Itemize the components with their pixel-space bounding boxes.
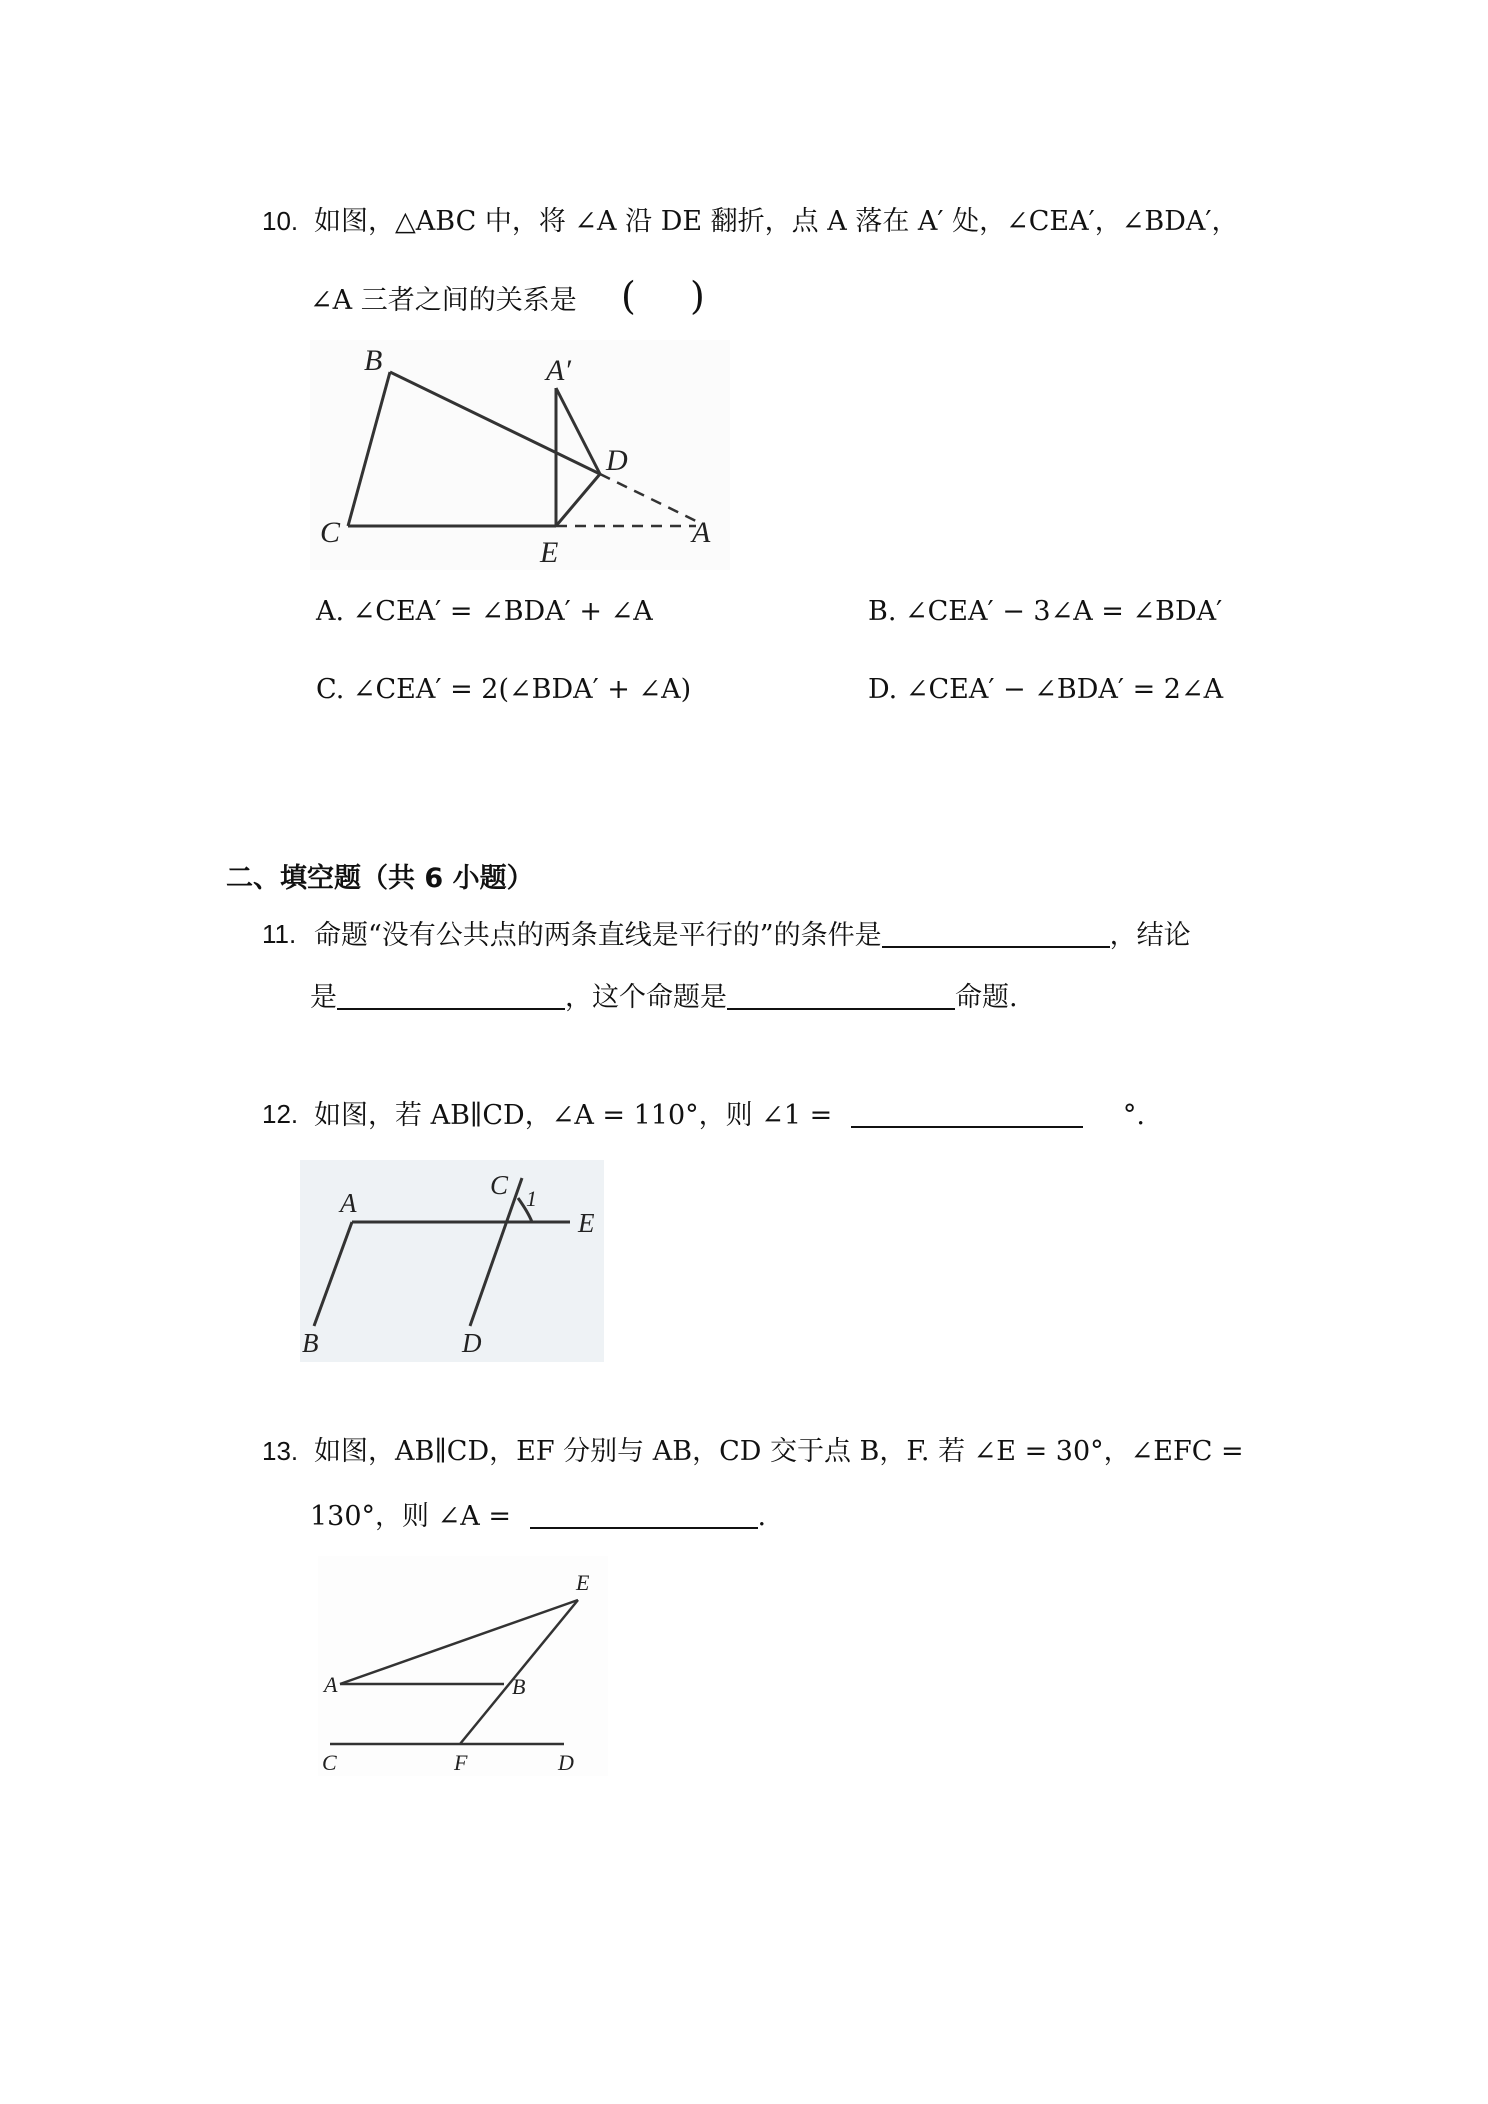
- q13-line2: [310, 1499, 766, 1534]
- q10-label-a-prime: A′: [546, 354, 571, 387]
- section2-title: 二、填空题（共 6 小题）: [226, 863, 534, 894]
- q10-label-b: B: [364, 344, 383, 377]
- q13-label-f: F: [454, 1750, 468, 1775]
- q13-figure: [318, 1556, 608, 1776]
- q11-line2-end: 命题.: [955, 982, 1018, 1013]
- q12-figure: [300, 1160, 604, 1362]
- q10-label-c: C: [320, 516, 341, 549]
- q13-line1: 如图，AB∥CD，EF 分别与 AB，CD 交于点 B，F. 若 ∠E = 30°，∠EFC =: [314, 1436, 1244, 1467]
- q10-paren-close: ): [690, 274, 705, 318]
- q12-blank-angle1[interactable]: [851, 1098, 1083, 1128]
- q12-number: 12.: [262, 1099, 299, 1129]
- q13-label-a: A: [324, 1672, 338, 1697]
- q10-text-line1: 如图，△ABC 中，将 ∠A 沿 DE 翻折，点 A 落在 A′ 处，∠CEA′，∠BDA′，: [314, 206, 1239, 237]
- q13-label-c: C: [322, 1750, 337, 1775]
- q11-line1-condition-text: 命题“没有公共点的两条直线是平行的”的条件是: [314, 920, 882, 951]
- q12-line: [314, 1098, 1145, 1133]
- q11-blank-conclusion[interactable]: [337, 980, 565, 1010]
- q10-text-line2: ∠A 三者之间的关系是: [310, 285, 577, 316]
- q11-blank-truth[interactable]: [727, 980, 955, 1010]
- q10-label-e: E: [540, 536, 559, 569]
- q10-paren-open: (: [621, 274, 636, 318]
- q11-line2-is: 是: [310, 982, 337, 1013]
- q12-label-d: D: [462, 1328, 482, 1358]
- q12-degree: °.: [1122, 1100, 1145, 1131]
- q10-option-a: A. ∠CEA′ = ∠BDA′ + ∠A: [316, 596, 653, 627]
- q12-label-b: B: [302, 1328, 319, 1358]
- q10-option-d: D. ∠CEA′ − ∠BDA′ = 2∠A: [868, 674, 1224, 705]
- q13-label-b: B: [512, 1674, 526, 1699]
- q10-label-a: A: [692, 516, 711, 549]
- q11-line2-proposition-text: ，这个命题是: [565, 982, 727, 1013]
- q10-number: 10.: [262, 206, 299, 236]
- q13-line2-end: .: [757, 1501, 767, 1532]
- q12-label-angle1: 1: [526, 1186, 537, 1211]
- q10-figure: [310, 340, 730, 570]
- q12-label-e: E: [578, 1208, 595, 1238]
- q10-option-b: B. ∠CEA′ − 3∠A = ∠BDA′: [868, 596, 1223, 627]
- q12-text: 如图，若 AB∥CD，∠A = 110°，则 ∠1 =: [314, 1100, 833, 1131]
- q11-number: 11.: [262, 919, 297, 949]
- q13-blank-angle-a[interactable]: [530, 1499, 758, 1529]
- q11-line2: [310, 980, 1018, 1015]
- q10-label-d: D: [606, 444, 628, 477]
- q12-label-a: A: [340, 1188, 357, 1218]
- q11-line1: [314, 918, 1191, 953]
- q13-line2-text: 130°，则 ∠A =: [310, 1501, 511, 1532]
- q13-label-e: E: [576, 1570, 590, 1595]
- q13-label-d: D: [558, 1750, 574, 1775]
- q10-option-c: C. ∠CEA′ = 2(∠BDA′ + ∠A): [316, 674, 692, 705]
- q11-blank-condition[interactable]: [882, 918, 1110, 948]
- q12-label-c: C: [490, 1170, 509, 1200]
- q11-line1-conclusion-text: ，结论: [1109, 920, 1191, 951]
- q13-number: 13.: [262, 1436, 299, 1466]
